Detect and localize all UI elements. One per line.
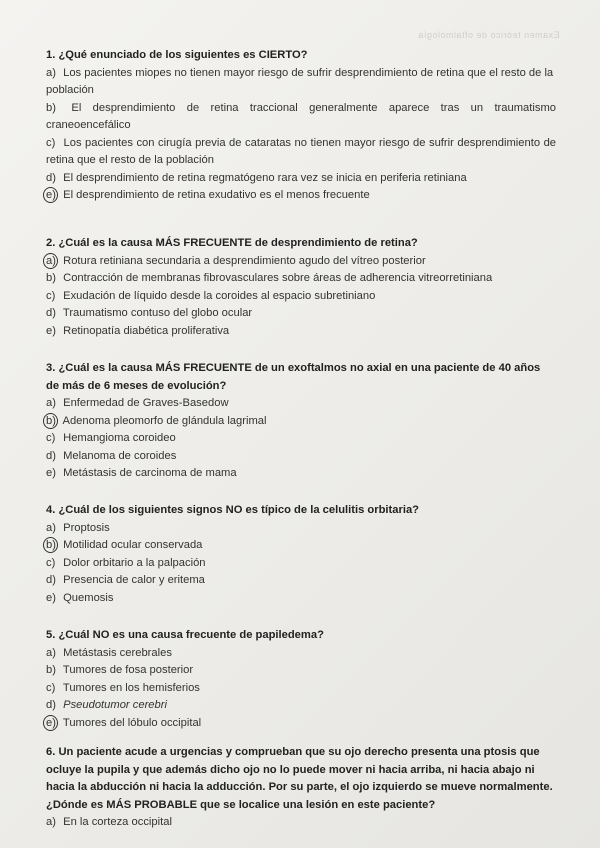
question-title: 3. ¿Cuál es la causa MÁS FRECUENTE de un exoftalmos no axial en una paciente de 40 años de más de 6 meses de evolución? [46, 362, 541, 392]
option-b[interactable]: b) El desprendimiento de retina traccional generalmente aparece tras un traumatismo craneoencefálico [46, 101, 556, 131]
option-a[interactable]: a) Metástasis cerebrales [46, 646, 172, 659]
option-c[interactable]: c) Tumores en los hemisferios [46, 681, 200, 694]
question-title: 6. Un paciente acude a urgencias y comprueban que su ojo derecho presenta una ptosis que ocluye la pupila y que además dicho ojo no lo puede mover ni hacia arriba, ni hacia abajo ni hacia la abducción ni hacia la adducción. Por su parte, el ojo izquierdo se mueve normalmente. ¿Dónde es MÁS PROBABLE que se localice una lesión en este paciente? [46, 746, 553, 811]
option-d[interactable]: d) Presencia de calor y eritema [46, 574, 205, 586]
option-c[interactable]: c) Los pacientes con cirugía previa de cataratas no tienen mayor riesgo de sufrir desprendimiento de retina que el resto de la población [46, 136, 557, 166]
question-1 [46, 47, 556, 205]
option-d[interactable]: d) Pseudotumor cerebri [46, 699, 167, 711]
option-a[interactable]: a) Proptosis [46, 521, 110, 534]
option-e-selected[interactable]: e) El desprendimiento de retina exudativo es el menos frecuente [46, 187, 556, 205]
selected-answer-circle: e) [46, 715, 60, 733]
option-e-selected[interactable]: e) Tumores del lóbulo occipital [46, 715, 556, 733]
question-3 [46, 360, 556, 483]
question-4 [46, 502, 556, 607]
bleed-through-text: Examen teórico de oftalmología [418, 30, 560, 40]
option-a[interactable]: a) Los pacientes miopes no tienen mayor riesgo de sufrir desprendimiento de retina que el resto de la población [46, 66, 554, 96]
selected-answer-circle: b) [46, 413, 60, 431]
question-title: 1. ¿Qué enunciado de los siguientes es CIERTO? [46, 49, 308, 61]
option-b[interactable]: b) Contracción de membranas fibrovasculares sobre áreas de adherencia vitreorretiniana [46, 272, 493, 284]
question-6 [46, 744, 556, 832]
option-c[interactable]: c) Hemangioma coroideo [46, 432, 176, 444]
option-c[interactable]: c) Dolor orbitario a la palpación [46, 556, 206, 569]
option-d[interactable]: d) Melanoma de coroides [46, 449, 177, 462]
option-d[interactable]: d) Traumatismo contuso del globo ocular [46, 307, 253, 319]
selected-answer-circle: a) [46, 253, 60, 271]
question-2 [46, 235, 556, 340]
question-title: 4. ¿Cuál de los siguientes signos NO es típico de la celulitis orbitaria? [46, 504, 420, 516]
option-e[interactable]: e) Metástasis de carcinoma de mama [46, 467, 237, 479]
option-a[interactable]: a) En la corteza occipital [46, 816, 172, 828]
option-b-selected[interactable]: b) Motilidad ocular conservada [46, 537, 556, 555]
option-e[interactable]: e) Quemosis [46, 591, 114, 604]
option-a[interactable]: a) Enfermedad de Graves-Basedow [46, 397, 229, 409]
option-b-selected[interactable]: b) Adenoma pleomorfo de glándula lagrimal [46, 413, 556, 431]
selected-answer-circle: e) [46, 187, 60, 205]
question-title: 2. ¿Cuál es la causa MÁS FRECUENTE de desprendimiento de retina? [46, 237, 418, 249]
option-c[interactable]: c) Exudación de líquido desde la coroides al espacio subretiniano [46, 289, 376, 302]
question-title: 5. ¿Cuál NO es una causa frecuente de papiledema? [46, 629, 324, 641]
question-5 [46, 627, 556, 732]
option-b[interactable]: b) Tumores de fosa posterior [46, 664, 194, 676]
selected-answer-circle: b) [46, 537, 60, 555]
option-a-selected[interactable]: a) Rotura retiniana secundaria a desprendimiento agudo del vítreo posterior [46, 253, 556, 271]
option-d[interactable]: d) El desprendimiento de retina regmatógeno rara vez se inicia en periferia retiniana [46, 171, 467, 184]
option-e[interactable]: e) Retinopatía diabética proliferativa [46, 324, 230, 337]
